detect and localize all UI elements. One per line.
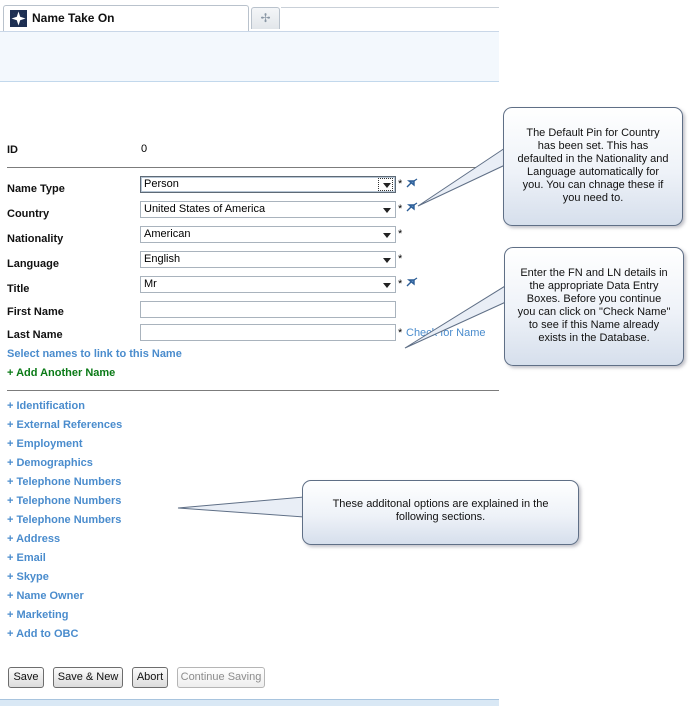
callout-text: you can click on "Check Name" [517, 306, 671, 318]
callout-name-entry [504, 247, 684, 366]
abort-button[interactable]: Abort [132, 667, 168, 688]
id-value: 0 [141, 143, 148, 155]
callout-text: Enter the FN and LN details in [520, 267, 668, 279]
check-for-name-link[interactable]: Check for Name [406, 327, 486, 339]
name-type-label: Name Type [7, 183, 65, 195]
callout-text: The Default Pin for Country [526, 127, 660, 139]
section-email[interactable]: + Email [7, 552, 46, 564]
required-marker: * [398, 178, 403, 190]
nationality-value: American [144, 228, 191, 240]
id-label: ID [7, 144, 18, 156]
select-names-link[interactable]: Select names to link to this Name [7, 348, 182, 360]
section-skype[interactable]: + Skype [7, 571, 49, 583]
section-telephone-numbers[interactable]: + Telephone Numbers [7, 495, 122, 507]
last-name-label: Last Name [7, 329, 63, 341]
section-external-references[interactable]: + External References [7, 419, 123, 431]
section-add-to-obc[interactable]: + Add to OBC [7, 628, 79, 640]
section-telephone-numbers[interactable]: + Telephone Numbers [7, 476, 122, 488]
callout-text: to see if this Name already [528, 319, 660, 331]
callout-text: exists in the Database. [538, 332, 650, 344]
language-value: English [144, 253, 181, 265]
callout-text: you. You can chnage these if [522, 179, 664, 191]
callout-text: has been set. This has [537, 140, 649, 152]
save-and-new-button[interactable]: Save & New [53, 667, 123, 688]
callout-country-pin [503, 107, 683, 226]
add-another-name-link[interactable]: + Add Another Name [7, 367, 116, 379]
section-name-owner[interactable]: + Name Owner [7, 590, 84, 602]
callout-text: These additonal options are explained in the [332, 498, 549, 510]
required-marker: * [398, 203, 403, 215]
section-demographics[interactable]: + Demographics [7, 457, 93, 469]
section-identification[interactable]: + Identification [7, 400, 85, 412]
required-marker: * [398, 228, 403, 240]
continue-saving-button[interactable]: Continue Saving [177, 667, 265, 688]
required-marker: * [398, 278, 403, 290]
callout-text: the appropriate Data Entry [529, 280, 659, 292]
section-employment[interactable]: + Employment [7, 438, 83, 450]
callout-text: you need to. [562, 192, 624, 204]
section-telephone-numbers[interactable]: + Telephone Numbers [7, 514, 122, 526]
callout-text: defaulted in the Nationality and [517, 153, 669, 165]
name-type-value: Person [144, 178, 179, 190]
new-tab-icon: ✢ [260, 11, 271, 25]
callout-text: Language automatically for [526, 166, 660, 178]
language-label: Language [7, 258, 59, 270]
country-value: United States of America [144, 203, 266, 215]
section-marketing[interactable]: + Marketing [7, 609, 69, 621]
required-marker: * [398, 253, 403, 265]
callout-sections [302, 480, 579, 545]
first-name-label: First Name [7, 306, 64, 318]
callout-text: Boxes. Before you continue [526, 293, 662, 305]
title-label: Title [7, 283, 30, 295]
country-label: Country [7, 208, 50, 220]
required-marker: * [398, 327, 403, 339]
nationality-label: Nationality [7, 233, 64, 245]
tab-title: Name Take On [32, 11, 115, 25]
save-button[interactable]: Save [8, 667, 44, 688]
callout-text: following sections. [395, 511, 486, 523]
section-address[interactable]: + Address [7, 533, 61, 545]
title-value: Mr [144, 278, 157, 290]
